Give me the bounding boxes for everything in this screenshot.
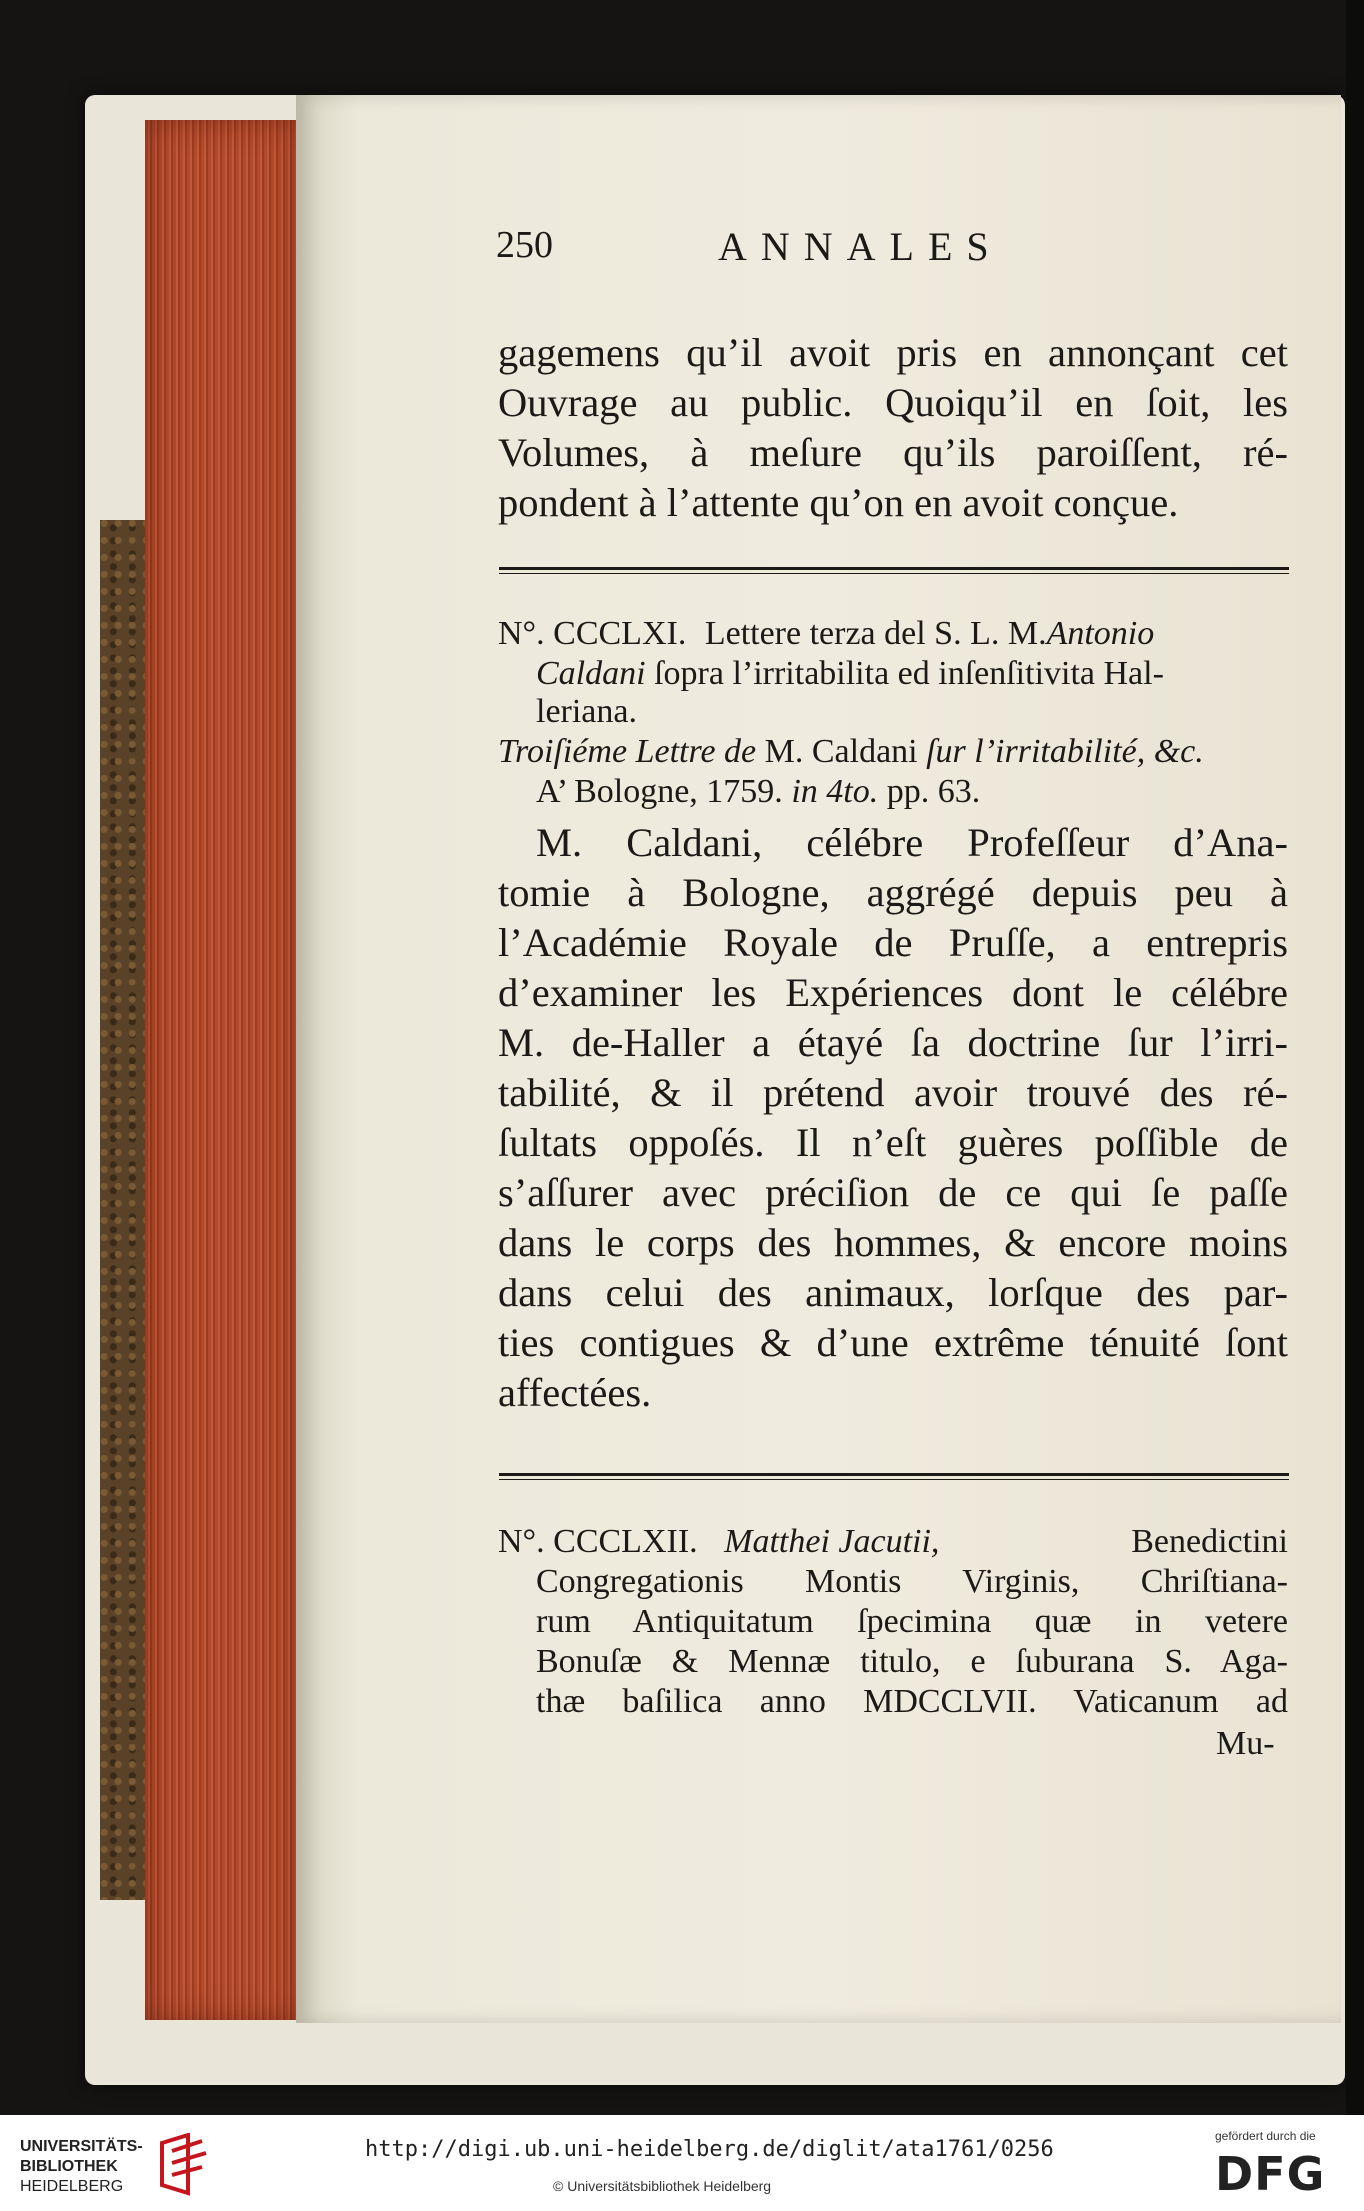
- body-line: M. de-Haller a étayé ſa doctrine ſur l’irri-: [498, 1020, 1288, 1065]
- entry-title-line: Congregationis Montis Virginis, Chriſtiana-: [536, 1563, 1288, 1600]
- scan-edge: [1346, 0, 1364, 2115]
- body-line: dans le corps des hommes, & encore moins: [498, 1220, 1288, 1265]
- author-name: Caldani: [536, 655, 646, 692]
- divider-rule: [499, 573, 1289, 574]
- entry-translation: [498, 735, 1204, 769]
- body-line: tabilité, & il prétend avoir trouvé des ré-: [498, 1070, 1288, 1115]
- library-logo[interactable]: [20, 2133, 200, 2199]
- entry-title: Lettere terza del S. L. M.: [704, 615, 1047, 652]
- page-edges: [145, 120, 303, 2020]
- entry-heading: [498, 617, 1288, 651]
- translation-title: ſur l’irritabilité, &c.: [926, 733, 1204, 770]
- text-line: Ouvrage au public. Quoiqu’il en ſoit, les: [498, 380, 1288, 425]
- sponsor-label: gefördert durch die: [1215, 2129, 1316, 2143]
- body-line: dans celui des animaux, lorſque des par-: [498, 1270, 1288, 1315]
- entry-imprint: [536, 775, 980, 809]
- page-number: 250: [496, 224, 553, 266]
- body-line: M. Caldani, célébre Profeſſeur d’Ana-: [536, 820, 1288, 865]
- body-line: tomie à Bologne, aggrégé depuis peu à: [498, 870, 1288, 915]
- divider-rule: [499, 1473, 1289, 1476]
- body-line: ties contigues & d’une extrême ténuité ſont: [498, 1320, 1288, 1365]
- running-title: ANNALES: [718, 224, 1003, 269]
- divider-rule: [499, 1479, 1289, 1480]
- marbled-binding: [100, 520, 150, 1900]
- entry-title-line: leriana.: [536, 693, 637, 730]
- page-header: [496, 223, 1356, 283]
- entry-title: ſopra l’irritabilita ed inſenſitivita Hal-: [654, 655, 1164, 692]
- body-line: d’examiner les Expériences dont le célébre: [498, 970, 1288, 1015]
- entry-title-line: rum Antiquitatum ſpecimina quæ in vetere: [536, 1603, 1288, 1640]
- body-line: affectées.: [498, 1370, 652, 1415]
- text-line: pondent à l’attente qu’on en avoit conçue.: [498, 480, 1179, 525]
- institution-line: BIBLIOTHEK: [20, 2158, 118, 2175]
- translation-title: Troiſiéme Lettre de: [498, 733, 757, 770]
- library-logo-icon: [158, 2133, 210, 2197]
- entry-number: N°. CCCLXI.: [498, 615, 687, 652]
- body-line: l’Académie Royale de Pruſſe, a entrepris: [498, 920, 1288, 965]
- imprint-place: A’ Bologne, 1759.: [536, 773, 783, 810]
- imprint-format: in 4to.: [791, 773, 879, 810]
- entry-title-line: thæ baſilica anno MDCCLVII. Vaticanum ad: [536, 1683, 1288, 1720]
- body-line: ſultats oppoſés. Il n’eſt guères poſſible de: [498, 1120, 1288, 1165]
- copyright-notice: © Universitätsbibliothek Heidelberg: [553, 2178, 772, 2194]
- book-page: [296, 95, 1341, 2023]
- text-line: Volumes, à meſure qu’ils paroiſſent, ré-: [498, 430, 1288, 475]
- entry-title-line: Bonuſæ & Mennæ titulo, e ſuburana S. Aga-: [536, 1643, 1288, 1680]
- entry-title-line: [536, 657, 1164, 691]
- author-name: Antonio: [1046, 615, 1155, 652]
- entry-title: Benedictini: [1131, 1523, 1288, 1560]
- imprint-pages: pp. 63.: [886, 773, 981, 810]
- institution-line: UNIVERSITÄTS-: [20, 2138, 143, 2155]
- footer-bar: [0, 2115, 1364, 2211]
- entry-heading: [498, 1525, 1288, 1559]
- entry-number: N°. CCCLXII.: [498, 1523, 698, 1560]
- author-name: Matthei Jacutii,: [724, 1523, 940, 1560]
- permalink-url[interactable]: http://digi.ub.uni-heidelberg.de/diglit/ata1761/0256: [365, 2137, 1054, 2162]
- dfg-logo[interactable]: DFG: [1215, 2147, 1326, 2201]
- catchword: Mu-: [1216, 1725, 1275, 1762]
- divider-rule: [499, 567, 1289, 570]
- translation-author: M. Caldani: [764, 733, 918, 770]
- text-line: gagemens qu’il avoit pris en annonçant cet: [498, 330, 1288, 375]
- institution-line: HEIDELBERG: [20, 2178, 124, 2195]
- body-line: s’aſſurer avec préciſion de ce qui ſe paſſe: [498, 1170, 1288, 1215]
